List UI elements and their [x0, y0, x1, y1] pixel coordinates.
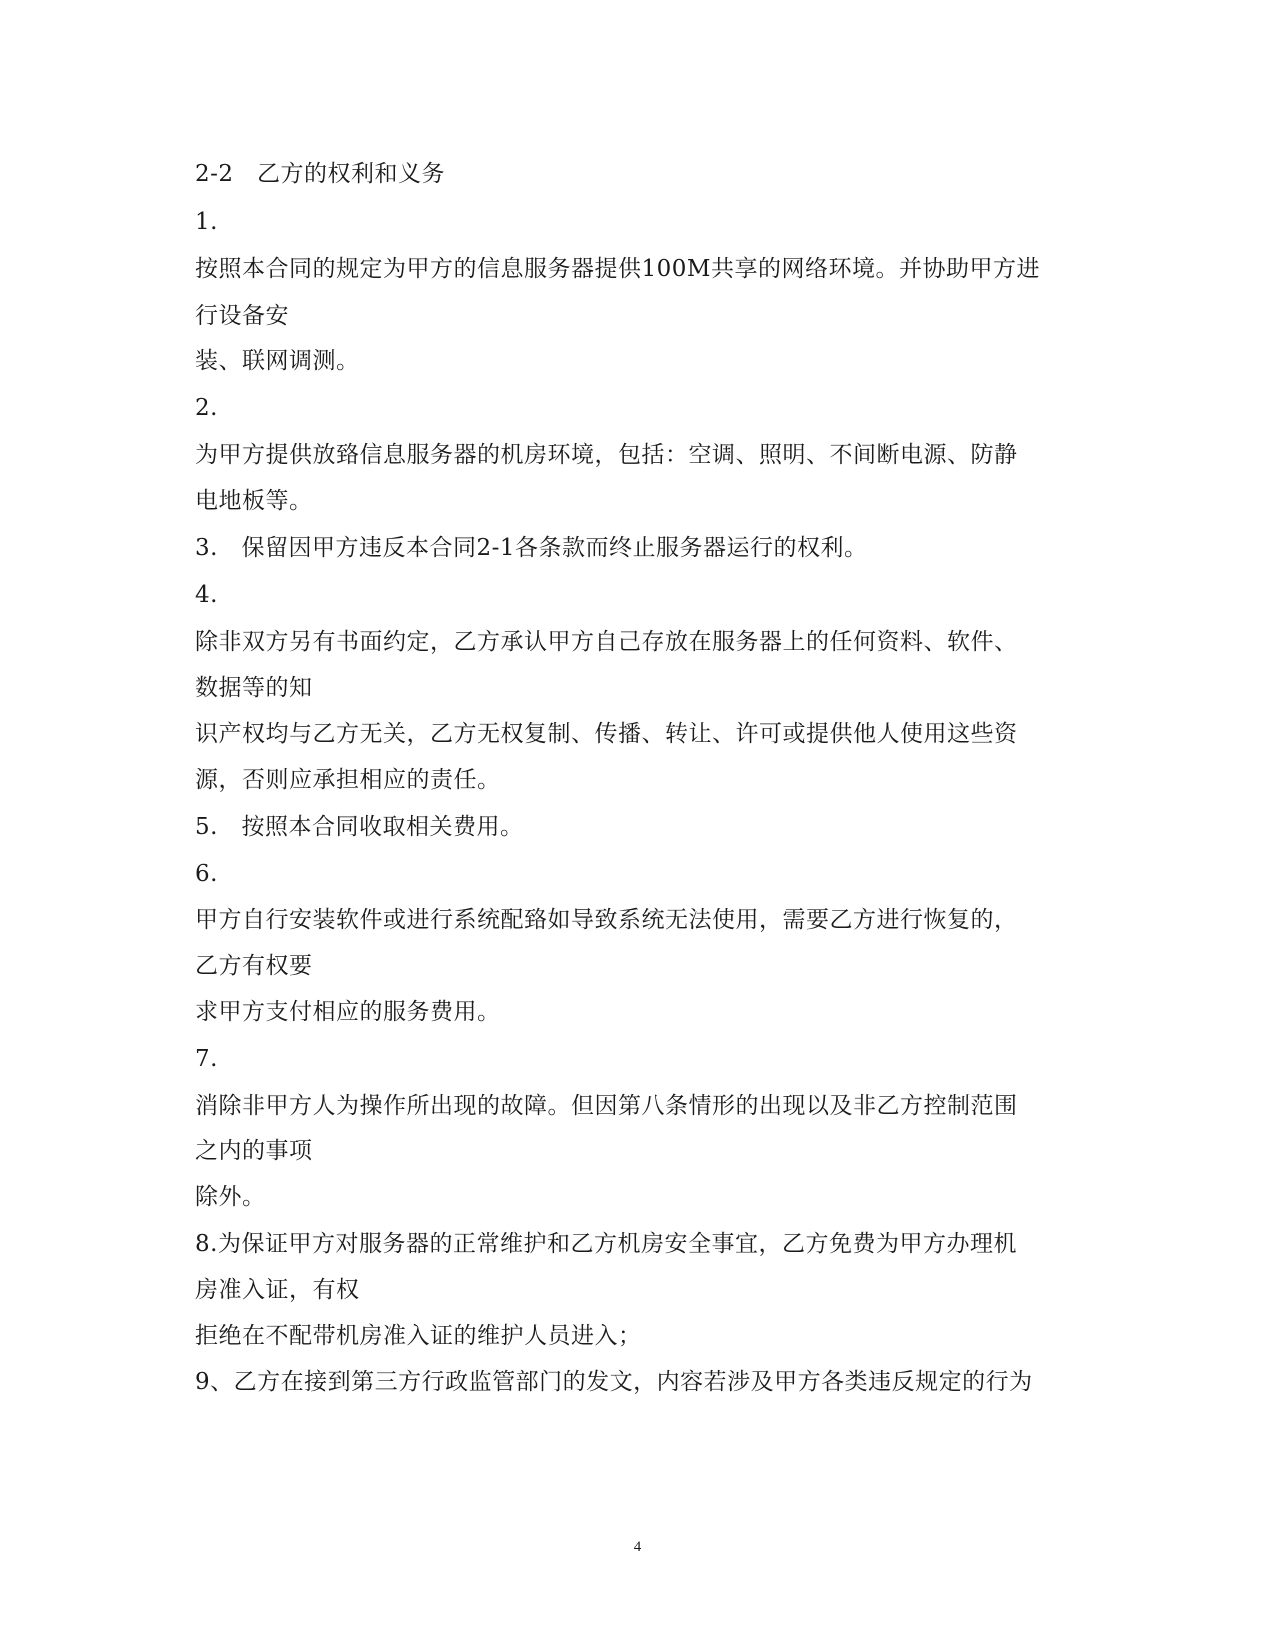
- text-line: 为甲方提供放臵信息服务器的机房环境，包括：空调、照明、不间断电源、防静: [195, 442, 1018, 468]
- text-line: 甲方自行安装软件或进行系统配臵如导致系统无法使用，需要乙方进行恢复的，: [195, 907, 1018, 933]
- text-line: 拒绝在不配带机房准入证的维护人员进入；: [195, 1323, 642, 1349]
- text-line: 房准入证，有权: [195, 1277, 360, 1303]
- text-line: 数据等的知: [195, 675, 313, 701]
- text-line: 8.为保证甲方对服务器的正常维护和乙方机房安全事宜，乙方免费为甲方办理机: [195, 1231, 1017, 1257]
- text-line: 6.: [195, 861, 218, 887]
- text-line: 3. 保留因甲方违反本合同2-1各条款而终止服务器运行的权利。: [195, 535, 868, 561]
- text-line: 消除非甲方人为操作所出现的故障。但因第八条情形的出现以及非乙方控制范围: [195, 1093, 1018, 1119]
- text-line: 5. 按照本合同收取相关费用。: [195, 814, 524, 840]
- text-line: 除外。: [195, 1184, 266, 1210]
- text-line: 电地板等。: [195, 488, 313, 514]
- text-line: 除非双方另有书面约定，乙方承认甲方自己存放在服务器上的任何资料、软件、: [195, 629, 1018, 655]
- text-line: 9、乙方在接到第三方行政监管部门的发文，内容若涉及甲方各类违反规定的行为: [195, 1369, 1033, 1395]
- section-heading: 2-2 乙方的权利和义务: [195, 161, 446, 187]
- text-line: 7.: [195, 1046, 218, 1072]
- text-line: 装、联网调测。: [195, 348, 360, 374]
- text-line: 源，否则应承担相应的责任。: [195, 767, 501, 793]
- text-line: 2.: [195, 395, 218, 421]
- text-line: 1.: [195, 209, 218, 235]
- page-number: 4: [633, 1539, 642, 1555]
- text-line: 之内的事项: [195, 1138, 313, 1164]
- text-line: 求甲方支付相应的服务费用。: [195, 999, 501, 1025]
- text-line: 行设备安: [195, 303, 289, 329]
- text-line: 按照本合同的规定为甲方的信息服务器提供100M共享的网络环境。并协助甲方进: [195, 256, 1040, 282]
- text-line: 4.: [195, 582, 218, 608]
- text-line: 乙方有权要: [195, 953, 313, 979]
- text-line: 识产权均与乙方无关，乙方无权复制、传播、转让、许可或提供他人使用这些资: [195, 721, 1018, 747]
